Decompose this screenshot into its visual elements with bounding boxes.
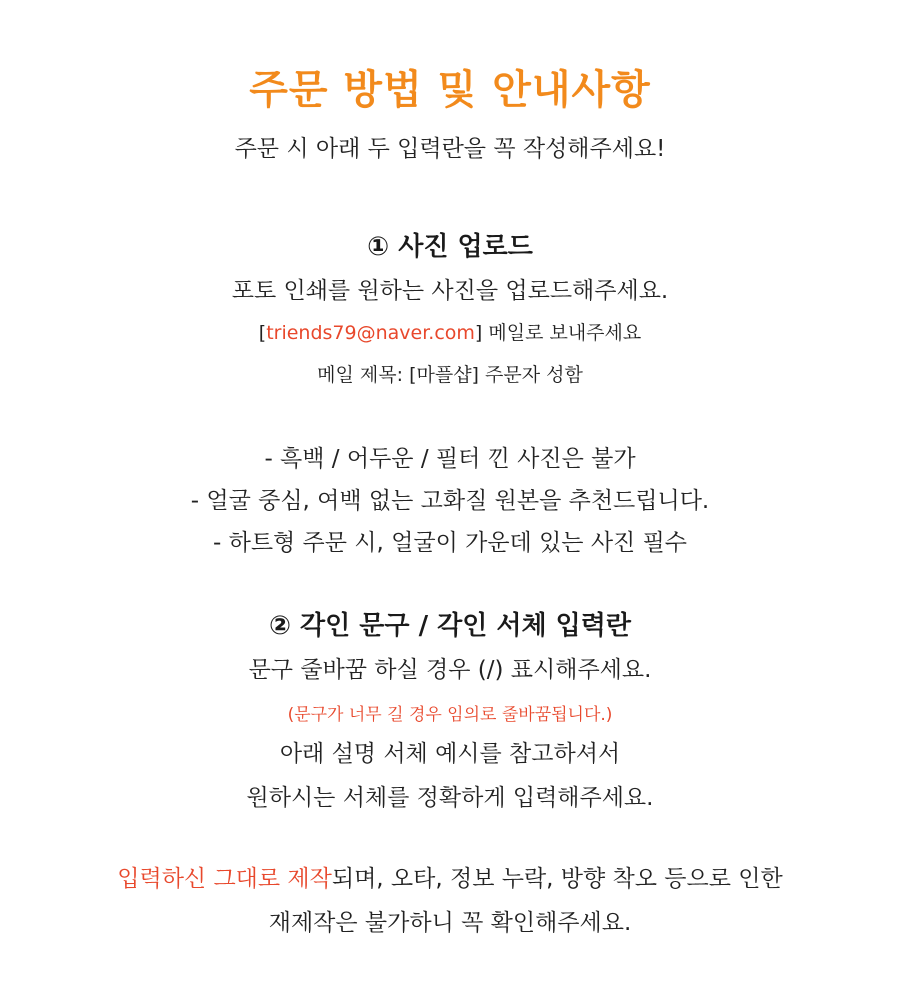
email-address-link[interactable]: triends79@naver.com — [266, 322, 475, 344]
email-bracket-open: [ — [258, 322, 267, 344]
remake-notice-line1 — [0, 860, 900, 893]
photo-note-1: - 흑백 / 어두운 / 필터 낀 사진은 불가 — [264, 446, 636, 472]
email-subject-instruction: 메일 제목: [마플샵] 주문자 성함 — [317, 364, 583, 386]
remake-notice-highlight: 입력하신 그대로 제작 — [117, 866, 332, 892]
section1-heading: ① 사진 업로드 — [367, 232, 533, 262]
intro-text: 주문 시 아래 두 입력란을 꼭 작성해주세요! — [234, 136, 666, 162]
remake-notice-line2: 재제작은 불가하니 꼭 확인해주세요. — [268, 910, 632, 936]
section2-heading: ② 각인 문구 / 각인 서체 입력란 — [268, 611, 632, 641]
remake-notice-text: 되며, 오타, 정보 누락, 방향 착오 등으로 인한 — [331, 866, 783, 892]
section2-font-example-instruction: 아래 설명 서체 예시를 참고하셔서 — [279, 741, 621, 767]
photo-note-3: - 하트형 주문 시, 얼굴이 가운데 있는 사진 필수 — [212, 530, 688, 556]
section2-font-input-instruction: 원하시는 서체를 정확하게 입력해주세요. — [246, 785, 654, 811]
email-instruction — [0, 318, 900, 345]
photo-note-2: - 얼굴 중심, 여백 없는 고화질 원본을 추천드립니다. — [190, 488, 710, 514]
email-instruction-text: ] 메일로 보내주세요 — [474, 322, 642, 344]
page-title: 주문 방법 및 안내사항 — [249, 67, 651, 113]
section2-linebreak-instruction: 문구 줄바꿈 하실 경우 (/) 표시해주세요. — [248, 657, 652, 683]
section2-linebreak-note: (문구가 너무 길 경우 임의로 줄바꿈됩니다.) — [287, 705, 613, 725]
section1-upload-instruction: 포토 인쇄를 원하는 사진을 업로드해주세요. — [231, 278, 669, 304]
